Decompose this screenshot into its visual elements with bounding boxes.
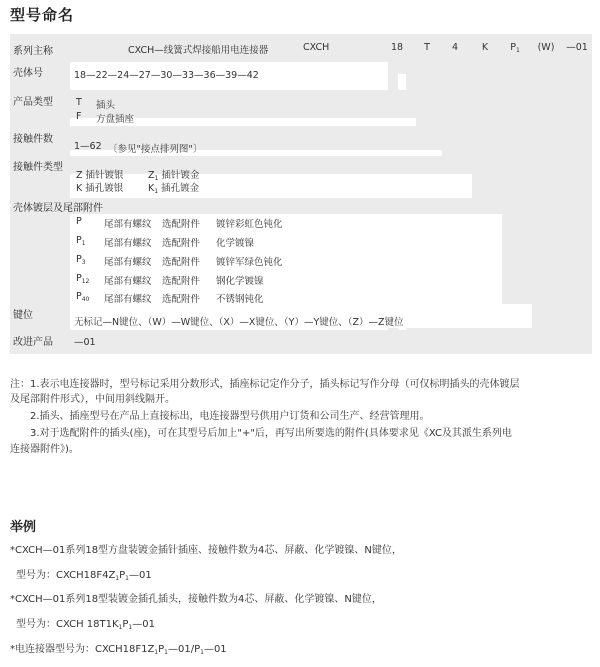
plating-finish: 镀锌彩虹色钝化 <box>216 219 283 230</box>
label-contacts: 接触件数 <box>13 134 53 145</box>
label-shell: 壳体号 <box>13 68 43 79</box>
improved-value: —01 <box>74 337 96 348</box>
plating-option: 选配附件 <box>162 294 201 305</box>
plating-tail: 尾部有螺纹 <box>104 294 152 305</box>
page-title: 型号命名 <box>10 6 75 24</box>
product-t-code: T <box>76 97 82 108</box>
note-3-line-2: 连接器附件》)。 <box>10 444 79 455</box>
row-strip-ctype-body <box>10 174 70 198</box>
product-f-text: 方盘插座 <box>96 114 135 125</box>
code-col-18 <box>388 34 406 74</box>
label-contact-type: 接触件类型 <box>13 162 63 173</box>
plating-tail: 尾部有螺纹 <box>104 219 152 230</box>
row-strip-product <box>10 90 416 118</box>
shell-value: 18—22—24—27—30—33—36—39—42 <box>74 70 259 81</box>
key-value: 无标记—N键位、（W）—W键位、（X）—X键位、（Y）—Y键位、（Z）—Z键位 <box>74 317 404 328</box>
label-improved: 改进产品 <box>13 337 53 348</box>
examples-title: 举例 <box>10 520 37 535</box>
label-key: 键位 <box>13 310 33 321</box>
plating-code: $P_{12}$ <box>76 273 90 285</box>
plating-finish: 化学镀镍 <box>216 238 255 249</box>
ctype-content <box>70 174 472 198</box>
ctype-k1: $K_1$ 插孔镀金 <box>148 183 200 195</box>
series-value: CXCH—线簧式焊接船用电连接器 <box>128 45 269 56</box>
contacts-ref: 〔参见"接点排列图"〕 <box>108 144 203 155</box>
plating-finish: 钢化学镀镍 <box>216 276 264 287</box>
ctype-k: K 插孔镀银 <box>76 183 124 194</box>
example-1: *CXCH—01系列18型方盘装镀金插针插座、接触件数为4芯、屏蔽、化学镀镍、N键位， <box>10 545 402 556</box>
plating-option: 选配附件 <box>162 238 201 249</box>
code-K: K <box>481 42 489 53</box>
code-P1: $P_1$ <box>510 42 520 54</box>
plating-code: $P_1$ <box>76 235 86 247</box>
label-series: 系列主称 <box>13 46 53 57</box>
code-18: 18 <box>390 42 404 53</box>
plating-code: P <box>76 216 82 227</box>
example-2-model: 型号为：CXCH $18T1K_1P_1—01$ <box>16 619 155 631</box>
plating-finish: 镀锌军绿色钝化 <box>216 257 283 268</box>
code-01: —01 <box>566 42 588 53</box>
code-W: (W) <box>537 42 555 53</box>
row-strip-product-body <box>10 118 70 126</box>
note-1-line-1: 注：1.表示电连接器时，型号标记采用分数形式，插座标记定作分子，插头标记写作分母（可仅标明插头的壳体镀层 <box>10 379 520 390</box>
plating-option: 选配附件 <box>162 257 201 268</box>
example-2: *CXCH—01系列18型装镀金插孔插头，接触件数为4芯、屏蔽、化学镀镍、N键位， <box>10 594 382 605</box>
ctype-z: Z 插针镀银 <box>76 170 124 181</box>
code-col-P <box>502 34 528 210</box>
contacts-value: 1—62 <box>74 141 102 152</box>
plating-option: 选配附件 <box>162 219 201 230</box>
example-3: *电连接器型号为：$CXCH18F1Z_1P_1—01/P_1—01$ <box>10 644 227 656</box>
label-product: 产品类型 <box>13 97 53 108</box>
code-col-W <box>532 34 560 324</box>
label-plating: 壳体镀层及尾部附件 <box>13 203 103 214</box>
plating-tail: 尾部有螺纹 <box>104 257 152 268</box>
series-code: CXCH <box>303 42 330 53</box>
note-1-line-2: 及尾部附件形式），中间用斜线隔开。 <box>10 394 175 405</box>
plating-tail: 尾部有螺纹 <box>104 276 152 287</box>
code-T: T <box>424 42 430 53</box>
product-t-text: 插头 <box>96 100 116 111</box>
note-3-line-1: 3.对于选配附件的插头(座)，可在其型号后加上"+"后，再写出所要选的附件(具体要求见《XC及其派生系列电 <box>30 428 512 439</box>
example-1-model: 型号为：$CXCH18F4Z_1P_1—01$ <box>16 570 152 582</box>
code-col-01 <box>562 34 592 354</box>
row-strip-plating-body <box>10 214 70 308</box>
plating-code: $P_3$ <box>76 254 86 266</box>
plating-code: $P_{40}$ <box>76 291 90 303</box>
ctype-z1: $Z_1$ 插针镀金 <box>148 170 200 182</box>
code-4: 4 <box>451 42 459 53</box>
plating-finish: 不锈钢钝化 <box>216 294 264 305</box>
note-2: 2.插头、插座型号在产品上直接标出，电连接器型号供用户订货和公司生产、经营管理用。 <box>30 411 430 422</box>
plating-tail: 尾部有螺纹 <box>104 238 152 249</box>
product-f-code: F <box>76 111 82 122</box>
plating-option: 选配附件 <box>162 276 201 287</box>
